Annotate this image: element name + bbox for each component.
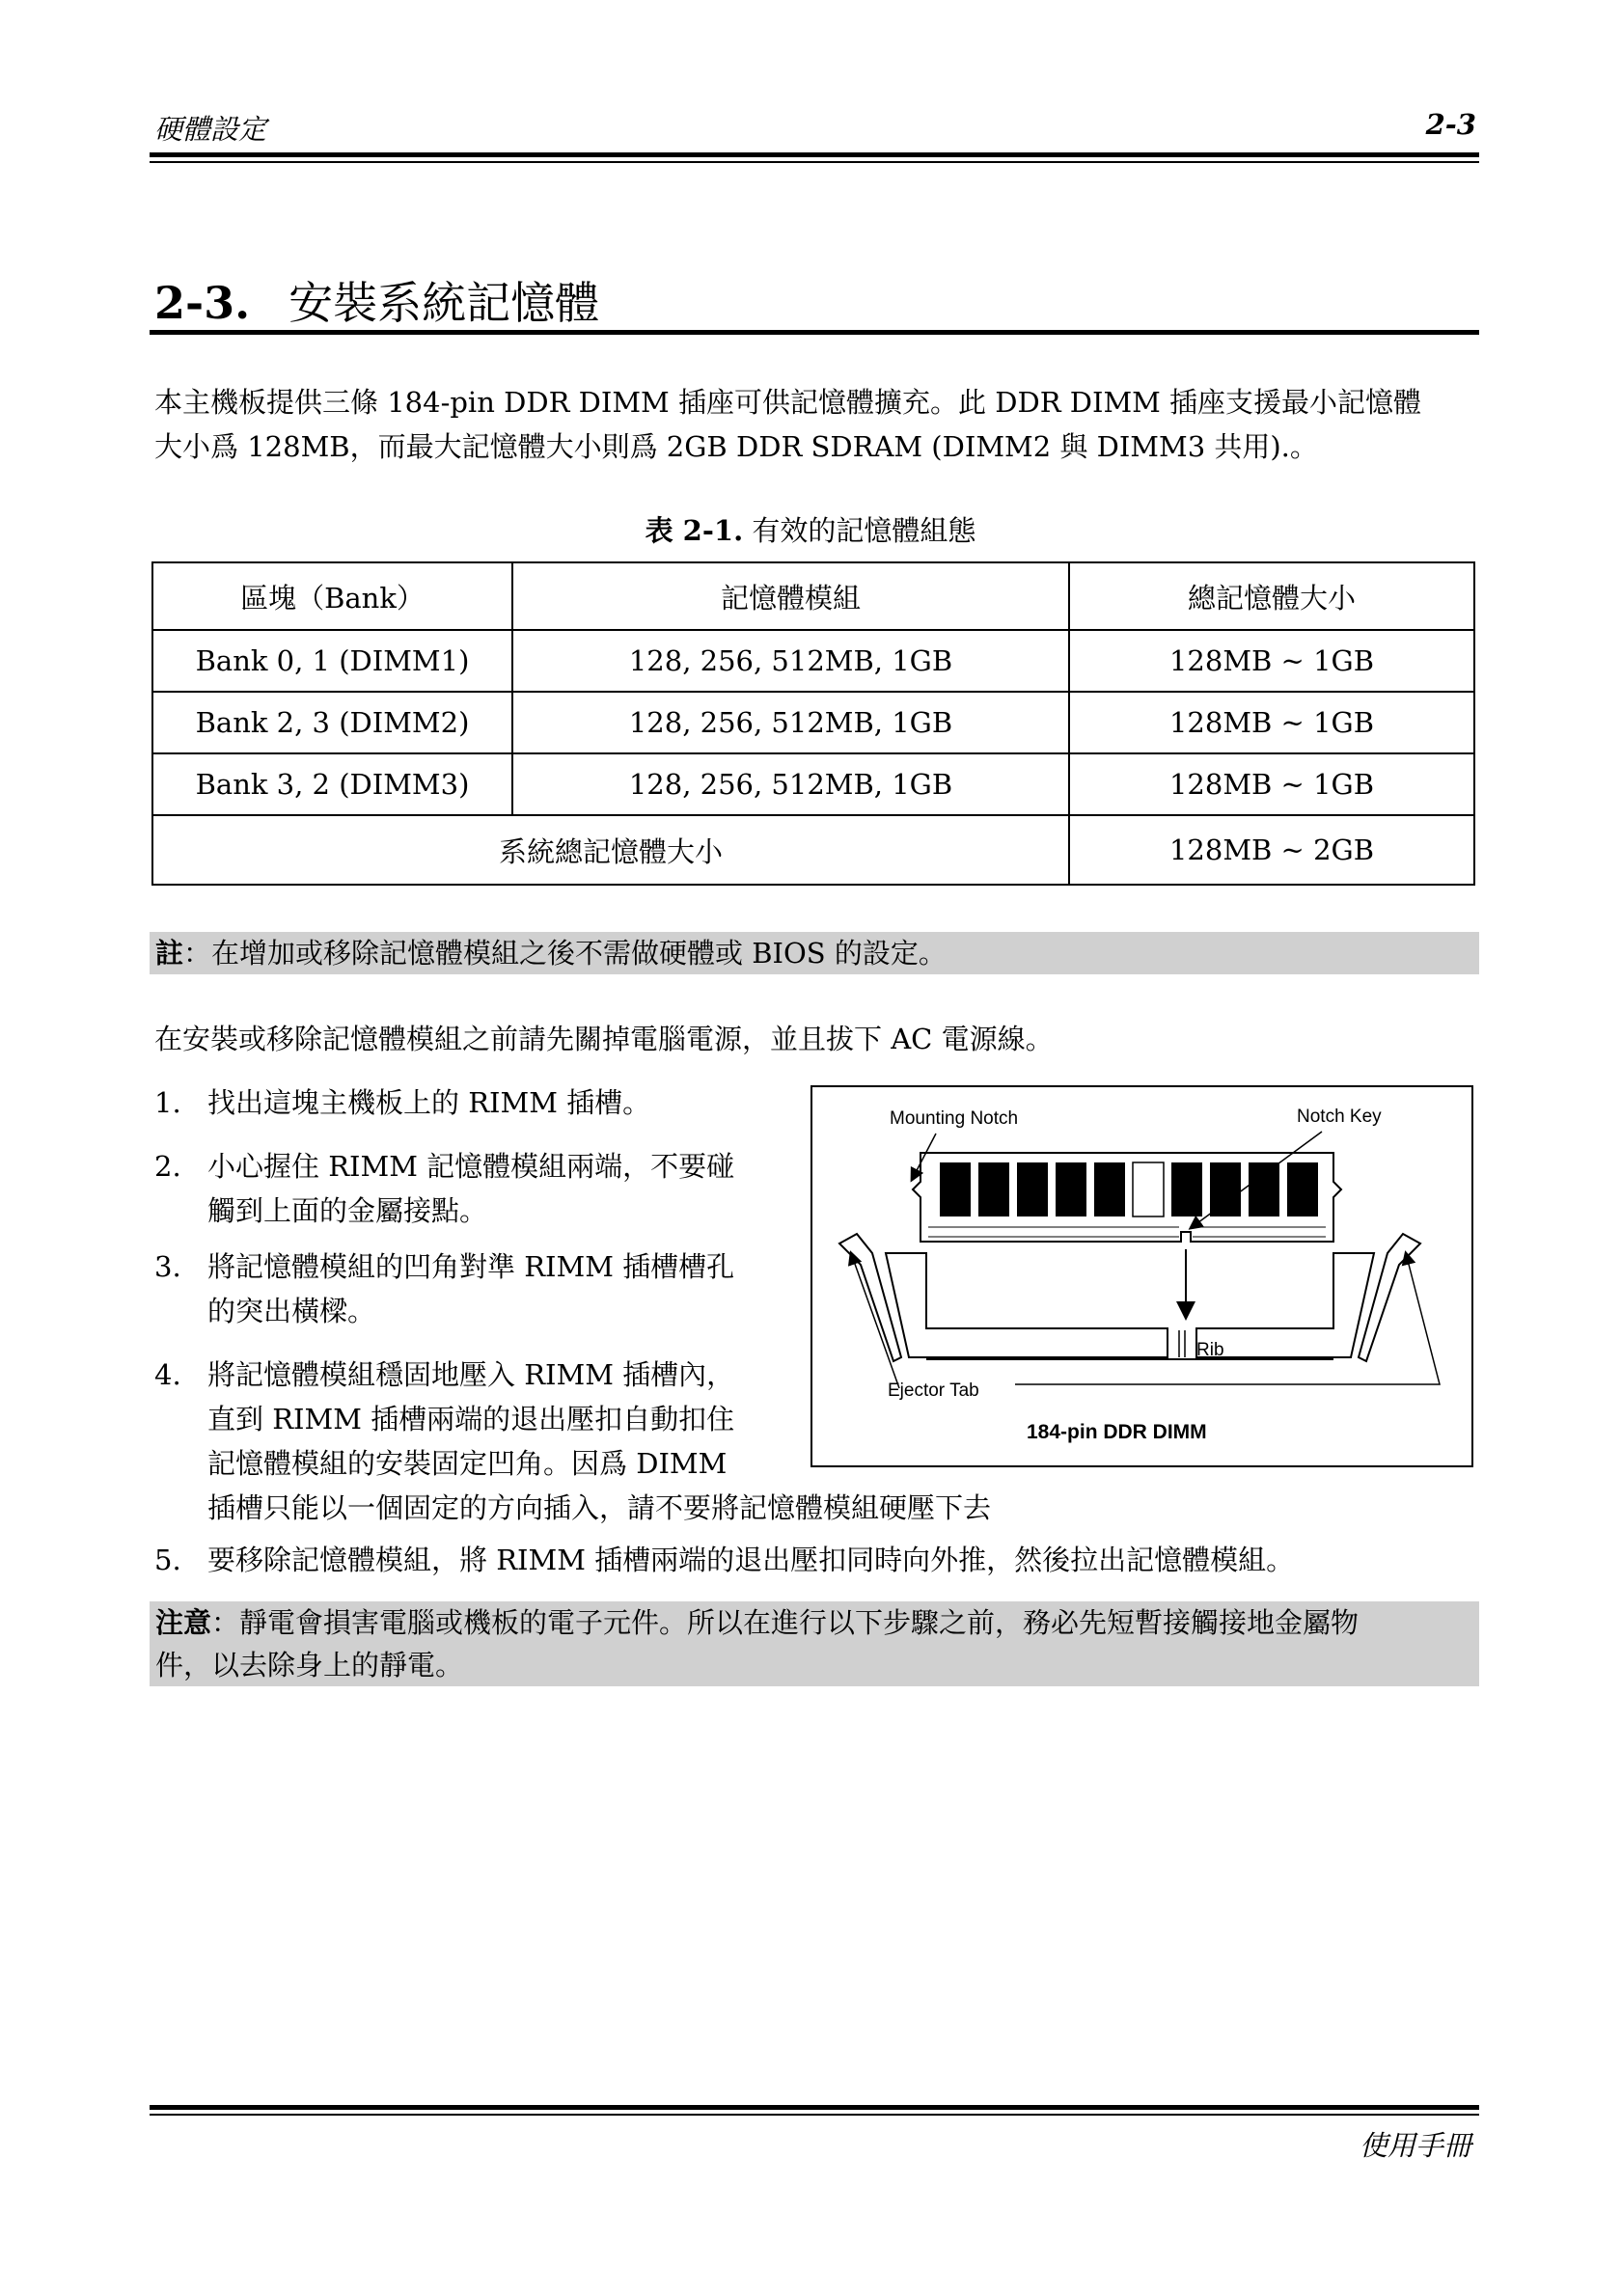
note-box	[150, 932, 1479, 974]
step-item	[154, 1080, 650, 1125]
figure-title: 184-pin DDR DIMM	[1027, 1421, 1207, 1443]
table-caption-text: 有效的記憶體組態	[752, 514, 976, 547]
section-title: 安裝系統記憶體	[288, 277, 600, 329]
step-number: 1.	[154, 1086, 181, 1119]
step-line: 插槽只能以一個固定的方向插入，請不要將記憶體模組硬壓下去	[207, 1491, 992, 1524]
table-row	[152, 692, 1474, 753]
step-line: 小心握住 RIMM 記憶體模組兩端，不要碰	[207, 1150, 735, 1183]
note-text: ：在增加或移除記憶體模組之後不需做硬體或 BIOS 的設定。	[183, 937, 947, 970]
header-title: 硬體設定	[154, 113, 267, 146]
intro-line: 本主機板提供三條 184-pin DDR DIMM 插座可供記憶體擴充。此 DDR DIMM 插座支援最小記憶體	[154, 386, 1422, 419]
table-row	[152, 753, 1474, 815]
table-caption-label: 表 2-1.	[645, 514, 744, 547]
table-caption	[0, 509, 1621, 549]
table-header-module: 記憶體模組	[512, 562, 1069, 630]
footer-rule-thick	[150, 2105, 1479, 2110]
section-rule	[150, 330, 1479, 335]
header-page-number: 2-3	[1425, 108, 1476, 141]
step-item	[154, 1244, 734, 1333]
table-cell: 128MB ~ 1GB	[1069, 692, 1474, 753]
header-rule-thick	[150, 152, 1479, 157]
table-header-bank: 區塊（Bank）	[152, 562, 512, 630]
table-cell: 128, 256, 512MB, 1GB	[512, 753, 1069, 815]
rib-label: Rib	[1196, 1340, 1224, 1360]
step-line: 的突出橫樑。	[207, 1295, 376, 1327]
step-line: 觸到上面的金屬接點。	[207, 1194, 488, 1227]
note-label: 註	[155, 937, 184, 970]
intro-paragraph	[154, 380, 1481, 469]
ejector-tab-label: Ejector Tab	[888, 1380, 979, 1401]
step-line: 直到 RIMM 插槽兩端的退出壓扣自動扣住	[207, 1403, 735, 1435]
notch-key-label: Notch Key	[1297, 1107, 1382, 1127]
step-line: 將記憶體模組的凹角對準 RIMM 插槽槽孔	[207, 1250, 735, 1283]
step-line: 記憶體模組的安裝固定凹角。因爲 DIMM	[207, 1447, 728, 1480]
pre-steps-text: 在安裝或移除記憶體模組之前請先關掉電腦電源，並且拔下 AC 電源線。	[154, 1023, 1054, 1055]
step-number: 3.	[154, 1250, 181, 1283]
dimm-figure	[810, 1085, 1473, 1467]
step-number: 2.	[154, 1150, 181, 1183]
step-number: 4.	[154, 1358, 181, 1391]
table-cell: 128, 256, 512MB, 1GB	[512, 630, 1069, 692]
warning-box	[150, 1601, 1479, 1686]
footer-rule-thin	[150, 2114, 1479, 2116]
table-cell: Bank 2, 3 (DIMM2)	[152, 692, 512, 753]
table-total-label: 系統總記憶體大小	[152, 815, 1069, 885]
warning-line: ：靜電會損害電腦或機板的電子元件。所以在進行以下步驟之前，務必先短暫接觸接地金屬物	[211, 1606, 1360, 1639]
header-rule-thin	[150, 161, 1479, 163]
step-item	[154, 1538, 1294, 1582]
table-cell: 128, 256, 512MB, 1GB	[512, 692, 1069, 753]
section-heading	[154, 268, 599, 332]
table-total-value: 128MB ~ 2GB	[1069, 815, 1474, 885]
footer-text: 使用手冊	[1359, 2129, 1471, 2162]
table-cell: 128MB ~ 1GB	[1069, 753, 1474, 815]
step-line: 將記憶體模組穩固地壓入 RIMM 插槽內，	[207, 1358, 735, 1391]
memory-config-table	[151, 561, 1475, 886]
dimm-diagram	[812, 1087, 1471, 1465]
table-total-row	[152, 815, 1474, 885]
warning-label: 注意	[155, 1606, 212, 1639]
table-cell: 128MB ~ 1GB	[1069, 630, 1474, 692]
step-item	[154, 1144, 734, 1233]
table-row	[152, 630, 1474, 692]
table-cell: Bank 0, 1 (DIMM1)	[152, 630, 512, 692]
section-number: 2-3.	[154, 277, 251, 329]
intro-line: 大小爲 128MB，而最大記憶體大小則爲 2GB DDR SDRAM (DIMM2 與 DIMM3 共用).。	[154, 430, 1318, 463]
step-line: 要移除記憶體模組，將 RIMM 插槽兩端的退出壓扣同時向外推，然後拉出記憶體模組。	[207, 1544, 1295, 1576]
step-line: 找出這塊主機板上的 RIMM 插槽。	[207, 1086, 651, 1119]
table-header-total: 總記憶體大小	[1069, 562, 1474, 630]
table-header-row	[152, 562, 1474, 630]
slot-left	[886, 1253, 1168, 1357]
table-cell: Bank 3, 2 (DIMM3)	[152, 753, 512, 815]
warning-line: 件，以去除身上的靜電。	[155, 1649, 464, 1681]
mounting-notch-label: Mounting Notch	[890, 1108, 1019, 1129]
step-number: 5.	[154, 1544, 181, 1576]
